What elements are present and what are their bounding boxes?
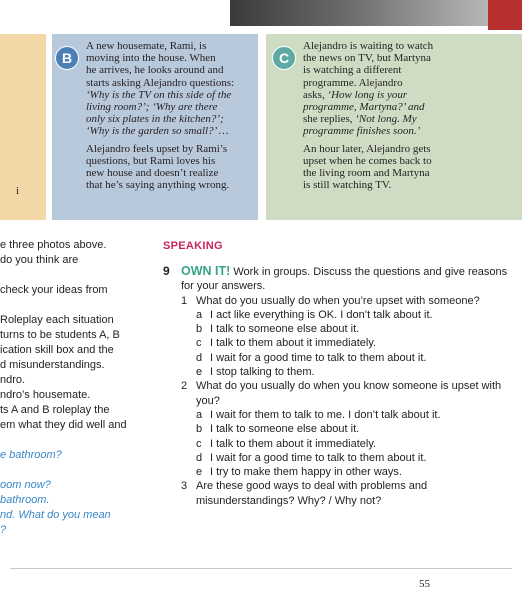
panel-a-text-fragment: i xyxy=(16,185,20,197)
option-c xyxy=(196,336,513,350)
panel-b-paragraph-1 xyxy=(86,40,258,138)
question-list xyxy=(163,294,513,508)
left-column-line: em what they did well and xyxy=(0,419,127,431)
option-text: I stop talking to them. xyxy=(210,366,315,379)
story-line: is watching a different xyxy=(303,64,402,77)
story-line: programme. Alejandro xyxy=(303,76,403,89)
story-line: the news on TV, but Martyna xyxy=(303,52,431,65)
story-line: she replies, ‘Not long. My xyxy=(303,113,417,126)
story-line: programme, Martyna?’ and xyxy=(303,101,425,114)
option-text: I talk to someone else about it. xyxy=(210,423,360,436)
question-text: What do you usually do when you know someone is upset with you? xyxy=(196,380,502,407)
page-number: 55 xyxy=(419,578,430,590)
story-line: Alejandro is waiting to watch xyxy=(303,40,434,52)
option-text: I try to make them happy in other ways. xyxy=(210,466,402,479)
option-e xyxy=(196,365,513,379)
left-column-line: check your ideas from xyxy=(0,284,108,296)
option-letter: d xyxy=(196,351,203,364)
panel-c-story xyxy=(303,40,513,196)
option-b xyxy=(196,322,513,336)
option-text: I wait for a good time to talk to them about it. xyxy=(210,351,427,364)
option-text: I talk to them about it immediately. xyxy=(210,437,377,450)
option-letter: b xyxy=(196,423,203,436)
left-column-cropped xyxy=(0,238,150,538)
panel-a-edge xyxy=(0,34,46,220)
left-column-line: ndro. xyxy=(0,374,26,386)
left-column-line: bathroom. xyxy=(0,494,50,506)
option-a xyxy=(196,408,513,422)
story-line: the living room and Martyna xyxy=(303,167,430,180)
option-list xyxy=(196,408,513,479)
option-c xyxy=(196,437,513,451)
left-column-line: ? xyxy=(0,524,7,536)
left-column-line: nd. What do you mean xyxy=(0,509,111,521)
left-column-line: d misunderstandings. xyxy=(0,359,105,371)
story-line: Alejandro feels upset by Rami’s xyxy=(86,142,228,155)
left-column-line: ts A and B roleplay the xyxy=(0,404,110,416)
left-column-line: e bathroom? xyxy=(0,449,62,461)
left-column-line: do you think are xyxy=(0,254,79,266)
question-3 xyxy=(181,479,513,508)
option-letter: d xyxy=(196,451,203,464)
story-line: ‘Why is the TV on this side of the xyxy=(86,88,232,101)
option-letter: a xyxy=(196,408,203,421)
story-line: moving into the house. When xyxy=(86,52,216,65)
option-d xyxy=(196,351,513,365)
panel-b-badge: B xyxy=(55,46,79,70)
left-column-line: oom now? xyxy=(0,479,51,491)
option-a xyxy=(196,308,513,322)
panel-c-paragraph-2 xyxy=(303,143,513,192)
story-line: asks, ‘How long is your xyxy=(303,88,408,101)
story-line: A new housemate, Rami, is xyxy=(86,40,207,52)
story-line: new house and doesn’t realize xyxy=(86,167,219,180)
option-text: I wait for a good time to talk to them about it. xyxy=(210,451,427,464)
option-letter: a xyxy=(196,308,203,321)
left-column-line: ndro’s housemate. xyxy=(0,389,91,401)
question-number: 1 xyxy=(181,294,188,307)
left-column-line: turns to be students A, B xyxy=(0,329,120,341)
option-letter: c xyxy=(196,337,202,350)
option-text: I act like everything is OK. I don’t talk about it. xyxy=(210,308,433,321)
option-text: I talk to someone else about it. xyxy=(210,323,360,336)
story-line: upset when he comes back to xyxy=(303,154,432,167)
story-line: questions, but Rami loves his xyxy=(86,154,216,167)
option-letter: b xyxy=(196,323,203,336)
question-1 xyxy=(181,294,513,308)
story-line: only six plates in the kitchen?’; xyxy=(86,113,224,126)
option-text: I wait for them to talk to me. I don’t talk about it. xyxy=(210,408,441,421)
exercise-instruction: Work in groups. Discuss the questions and give reasons for your answers. xyxy=(181,266,508,293)
story-line: An hour later, Alejandro gets xyxy=(303,142,431,155)
option-list xyxy=(196,308,513,379)
exercise-9 xyxy=(163,264,513,508)
story-line: starts asking Alejandro questions: xyxy=(86,76,235,89)
left-column-line: ication skill box and the xyxy=(0,344,114,356)
question-number: 3 xyxy=(181,480,188,493)
question-2 xyxy=(181,379,513,408)
story-line: programme finishes soon.’ xyxy=(303,125,421,138)
footer-divider xyxy=(10,568,512,569)
exercise-header xyxy=(181,264,513,294)
story-line: that he’s saying anything wrong. xyxy=(86,179,230,192)
panel-b-paragraph-2 xyxy=(86,143,258,192)
option-letter: c xyxy=(196,437,202,450)
left-column-line: e three photos above. xyxy=(0,239,107,251)
option-letter: e xyxy=(196,466,203,479)
left-column-line: Roleplay each situation xyxy=(0,314,114,326)
own-it-label: OWN IT! xyxy=(181,264,231,278)
option-letter: e xyxy=(196,366,203,379)
panel-b-story xyxy=(86,40,258,196)
exercise-number: 9 xyxy=(163,264,170,278)
panel-c-badge: C xyxy=(272,46,296,70)
option-text: I talk to them about it immediately. xyxy=(210,337,377,350)
story-line: living room?’; ‘Why are there xyxy=(86,101,218,114)
section-heading: SPEAKING xyxy=(163,240,223,252)
question-number: 2 xyxy=(181,380,188,393)
option-b xyxy=(196,422,513,436)
panel-c-paragraph-1 xyxy=(303,40,513,138)
story-line: ‘Why is the garden so small?’ … xyxy=(86,125,229,138)
question-text: Are these good ways to deal with problems and misunderstandings? Why? / Why not? xyxy=(196,480,428,507)
question-text: What do you usually do when you’re upset with someone? xyxy=(196,294,480,307)
story-line: he arrives, he looks around and xyxy=(86,64,224,77)
photo-image xyxy=(230,0,522,26)
option-d xyxy=(196,451,513,465)
photo-image-right xyxy=(488,0,522,30)
story-line: is still watching TV. xyxy=(303,179,392,192)
option-e xyxy=(196,465,513,479)
